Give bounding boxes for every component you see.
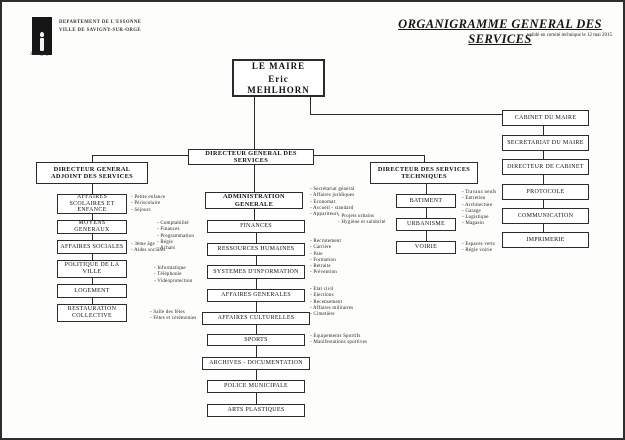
connector-dgs-dga: [92, 155, 188, 156]
box-secretariat-du-maire: SECRETARIAT DU MAIRE: [502, 135, 589, 151]
box-affaires-culturelles: AFFAIRES CULTURELLES: [202, 312, 310, 325]
box-systemes-information: SYSTEMES D'INFORMATION: [207, 265, 305, 279]
connector-left-2: [92, 214, 93, 220]
box-logement: LOGEMENT: [57, 284, 127, 298]
box-arts-plastiques: ARTS PLASTIQUES: [207, 404, 305, 417]
connector-left-5: [92, 278, 93, 284]
box-restauration: RESTAURATION COLLECTIVE: [57, 304, 127, 322]
box-finances: FINANCES: [207, 220, 305, 233]
box-affaires-scolaires: AFFAIRES SCOLAIRES ET ENFANCE: [57, 194, 127, 214]
connector-center-1: [254, 209, 255, 220]
notes-administration-generale: - Secrétariat général - Affaires juridiques - Economat - Accueil - standard - Appariteurs: [310, 187, 355, 217]
box-ressources-humaines: RESSOURCES HUMAINES: [207, 243, 305, 256]
box-affaires-generales: AFFAIRES GENERALES: [207, 289, 305, 302]
box-communication: COMMUNICATION: [502, 208, 589, 224]
notes-urbanisme: - Projets urbains - Hygiène et salubrité: [338, 214, 386, 226]
box-sports: SPORTS: [207, 334, 305, 346]
connector-dst-drop: [424, 155, 425, 162]
city-logo: [32, 17, 52, 55]
connector-center-8: [256, 370, 257, 380]
connector-left-6: [92, 298, 93, 304]
notes-sports: - Equipements Sportifs - Manifestations sportives: [310, 334, 368, 346]
connector-left-3: [92, 234, 93, 240]
connector-cabinet-3: [543, 175, 544, 184]
connector-center-3: [256, 256, 257, 265]
connector-center-4: [256, 279, 257, 289]
candle-flame-icon: [40, 32, 44, 37]
validation-note: validé en comité technique le 12 mai 2015: [527, 33, 612, 38]
connector-center-5: [256, 302, 257, 312]
box-urbanisme: URBANISME: [396, 218, 456, 231]
connector-center-2: [256, 233, 257, 243]
box-dga: DIRECTEUR GENERAL ADJOINT DES SERVICES: [36, 162, 148, 184]
connector-dgs-dst: [314, 155, 424, 156]
department-line: DEPARTEMENT DE L'ESSONNE: [59, 20, 142, 25]
mayor-name: Eric MEHLHORN: [247, 74, 310, 95]
box-administration-generale: ADMINISTRATION GENERALE: [205, 192, 303, 209]
connector-left-4: [92, 254, 93, 260]
box-archives-documentation: ARCHIVES - DOCUMENTATION: [202, 357, 310, 370]
notes-finances: - Comptabilité - Finances - Programmation - Régie - Achats: [157, 221, 195, 251]
connector-center-6: [256, 325, 257, 334]
connector-left-1: [92, 184, 93, 194]
notes-batiment: - Travaux neufs - Entretien - Architecture - Garage - Logistique - Magasin: [462, 190, 497, 227]
city-line: VILLE DE SAVIGNY-SUR-ORGE: [59, 28, 141, 34]
logo-script-text: Savigny: [30, 51, 50, 57]
connector-maire-cabinet: [310, 114, 502, 115]
notes-ressources-humaines: - Recrutement - Carrière - Paie - Formation - Retraite - Prévention: [310, 239, 342, 276]
notes-affaires-scolaires: - Petite enfance - Périscolaire - Séjours: [131, 195, 166, 213]
connector-cabinet-4: [543, 200, 544, 208]
box-affaires-sociales: AFFAIRES SOCIALES: [57, 240, 127, 254]
department-heading: [59, 19, 141, 35]
box-cabinet-du-maire: CABINET DU MAIRE: [502, 110, 589, 126]
connector-dst-1: [426, 184, 427, 194]
page-title: ORGANIGRAMME GENERAL DES SERVICES: [398, 17, 602, 46]
box-batiment: BATIMENT: [396, 194, 456, 208]
connector-center-7: [256, 346, 257, 357]
connector-dst-2: [426, 208, 427, 218]
box-moyens-generaux: MOYENS GENERAUX: [57, 220, 127, 234]
connector-dga-drop: [92, 155, 93, 162]
connector-maire-dgs: [254, 97, 255, 149]
notes-affaires-culturelles: - Salle des fêtes - Fêtes et cérémonies: [150, 310, 197, 322]
box-voirie: VOIRIE: [396, 241, 456, 254]
box-police-municipale: POLICE MUNICIPALE: [207, 380, 305, 393]
box-dgs: DIRECTEUR GENERAL DES SERVICES: [188, 149, 314, 165]
connector-dst-3: [426, 231, 427, 241]
connector-center-9: [256, 393, 257, 404]
connector-dgs-admin: [254, 165, 255, 192]
mayor-title: LE MAIRE: [251, 60, 306, 71]
box-le-maire: [232, 59, 325, 97]
connector-maire-cabinet-drop: [310, 97, 311, 114]
box-politique-ville: POLITIQUE DE LA VILLE: [57, 260, 127, 278]
box-protocole: PROTOCOLE: [502, 184, 589, 200]
box-dst: DIRECTEUR DES SERVICES TECHNIQUES: [370, 162, 478, 184]
connector-cabinet-5: [543, 224, 544, 232]
notes-affaires-generales: - Etat civil - Elections - Recensement - Affaires militaires - Cimetière: [310, 287, 354, 317]
box-imprimerie: IMPRIMERIE: [502, 232, 589, 248]
notes-systemes-information: - Informatique - Téléphonie - Vidéoprotection: [154, 266, 193, 284]
notes-affaires-sociales: - 3ème âge - Aides sociales: [131, 242, 166, 254]
candle-icon: [40, 38, 44, 51]
notes-voirie: - Espaces verts - Régie voirie: [462, 242, 495, 254]
connector-cabinet-2: [543, 151, 544, 159]
box-directeur-de-cabinet: DIRECTEUR DE CABINET: [502, 159, 589, 175]
connector-cabinet-1: [543, 126, 544, 135]
